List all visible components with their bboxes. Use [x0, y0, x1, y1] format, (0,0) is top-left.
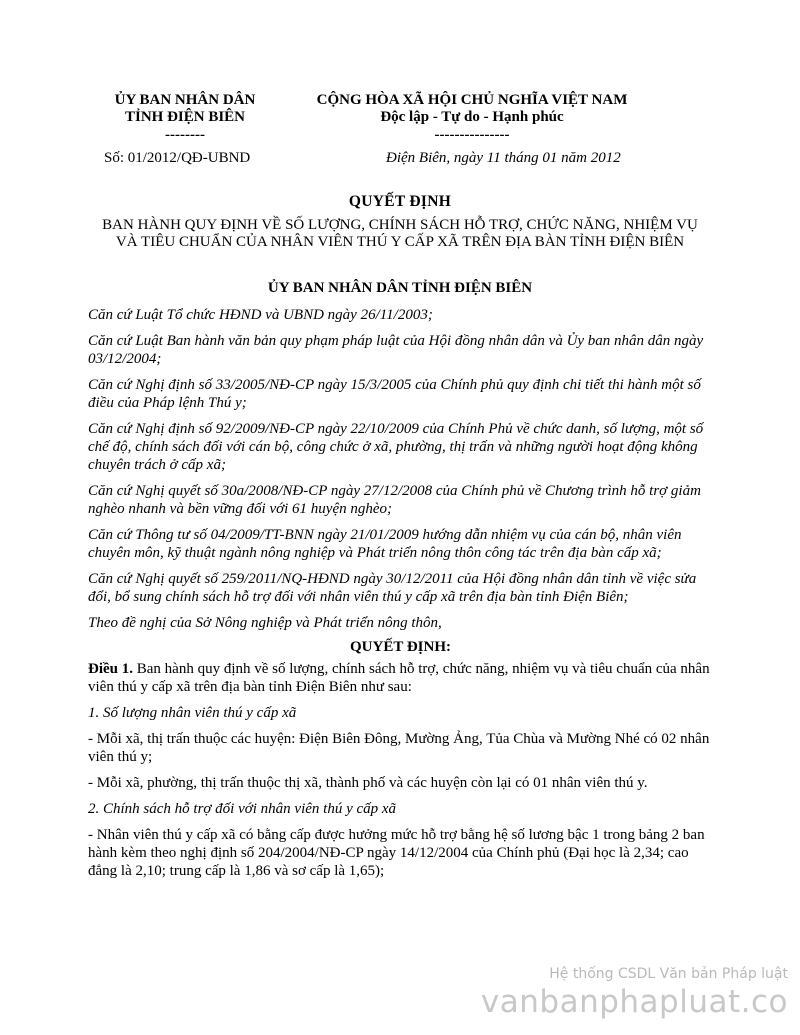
article-1-label: Điều 1. [88, 661, 133, 677]
motto: Độc lập - Tự do - Hạnh phúc [380, 109, 564, 125]
decision-heading: QUYẾT ĐỊNH: [350, 639, 451, 655]
section-2-title: 2. Chính sách hỗ trợ đối với nhân viên thú y cấp xã [88, 801, 397, 817]
preamble-item: Căn cứ Nghị định số 33/2005/NĐ-CP ngày 15/3/2005 của Chính phủ quy định chi tiết thi hành một số điều của Pháp lệnh Thú y; [88, 377, 701, 411]
watermark-caption: Hệ thống CSDL Văn bản Pháp luật [549, 966, 788, 982]
national-motto-block [282, 92, 662, 144]
issuer-line2: TỈNH ĐIỆN BIÊN [124, 109, 246, 125]
issuer-line1: ỦY BAN NHÂN DÂN [114, 92, 256, 108]
document-number: Số: 01/2012/QĐ-UBND [104, 150, 251, 166]
section-2-item: - Nhân viên thú y cấp xã có bằng cấp được hưởng mức hỗ trợ bằng hệ số lương bậc 1 trong bảng 2 ban hành kèm theo nghị định số 204/2004/NĐ-CP ngày 14/12/2004 của Chính phủ (Đại học là 2,34; cao đẳng là 2,10; trung cấp là 1,86 và sơ cấp là 1,65); [88, 827, 705, 879]
section-1-title: 1. Số lượng nhân viên thú y cấp xã [88, 705, 297, 721]
preamble-item: Căn cứ Thông tư số 04/2009/TT-BNN ngày 21/01/2009 hướng dẫn nhiệm vụ của cán bộ, nhân viên chuyên môn, kỹ thuật ngành nông nghiệp và Phát triển nông thôn công tác trên địa bàn cấp xã; [88, 527, 682, 561]
issuing-authority-block [90, 92, 280, 144]
document-date: Điện Biên, ngày 11 tháng 01 năm 2012 [386, 150, 621, 166]
preamble-item: Căn cứ Nghị định số 92/2009/NĐ-CP ngày 22/10/2009 của Chính Phủ về chức danh, số lượng, một số chế độ, chính sách đối với cán bộ, công chức ở xã, phường, thị trấn và những người hoạt động không chuyên trách ở cấp xã; [88, 421, 704, 473]
section-1-item: - Mỗi xã, thị trấn thuộc các huyện: Điện Biên Đông, Mường Ảng, Tủa Chùa và Mường Nhé có 02 nhân viên thú y; [88, 731, 710, 765]
document-title: QUYẾT ĐỊNH [348, 193, 452, 210]
article-1-text: Ban hành quy định về số lượng, chính sách hỗ trợ, chức năng, nhiệm vụ và tiêu chuẩn của nhân viên thú y cấp xã trên địa bàn tỉnh Điện Biên như sau: [88, 661, 710, 695]
preamble-item: Căn cứ Nghị quyết số 259/2011/NQ-HĐND ngày 30/12/2011 của Hội đồng nhân dân tỉnh về việc sửa đổi, bổ sung chính sách hỗ trợ đối với nhân viên thú y cấp xã trên địa bàn tỉnh Điện Biên; [88, 571, 697, 605]
motto-separator: --------------- [434, 127, 510, 143]
issuer-separator: -------- [165, 127, 205, 143]
article-1 [88, 660, 713, 696]
preamble-item: Căn cứ Nghị quyết số 30a/2008/NĐ-CP ngày 27/12/2008 của Chính phủ về Chương trình hỗ trợ giảm nghèo nhanh và bền vững đối với 61 huyện nghèo; [88, 483, 701, 517]
document-body [88, 306, 713, 880]
authority-heading: ỦY BAN NHÂN DÂN TỈNH ĐIỆN BIÊN [267, 280, 533, 296]
section-1-item: - Mỗi xã, phường, thị trấn thuộc thị xã, thành phố và các huyện còn lại có 01 nhân viên thú y. [88, 775, 648, 791]
preamble-item: Theo đề nghị của Sở Nông nghiệp và Phát triển nông thôn, [88, 615, 442, 631]
country-name: CỘNG HÒA XÃ HỘI CHỦ NGHĨA VIỆT NAM [316, 92, 628, 108]
preamble-item: Căn cứ Luật Ban hành văn bản quy phạm pháp luật của Hội đồng nhân dân và Ủy ban nhân dân ngày 03/12/2004; [88, 333, 704, 367]
preamble-item: Căn cứ Luật Tổ chức HĐND và UBND ngày 26/11/2003; [88, 307, 433, 323]
watermark-site: vanbanphapluat.co [480, 984, 788, 1020]
document-subtitle: BAN HÀNH QUY ĐỊNH VỀ SỐ LƯỢNG, CHÍNH SÁCH HỖ TRỢ, CHỨC NĂNG, NHIỆM VỤ VÀ TIÊU CHUẨN CỦA NHÂN VIÊN THÚ Y CẤP XÃ TRÊN ĐỊA BÀN TỈNH ĐIỆN BIÊN [102, 217, 698, 250]
